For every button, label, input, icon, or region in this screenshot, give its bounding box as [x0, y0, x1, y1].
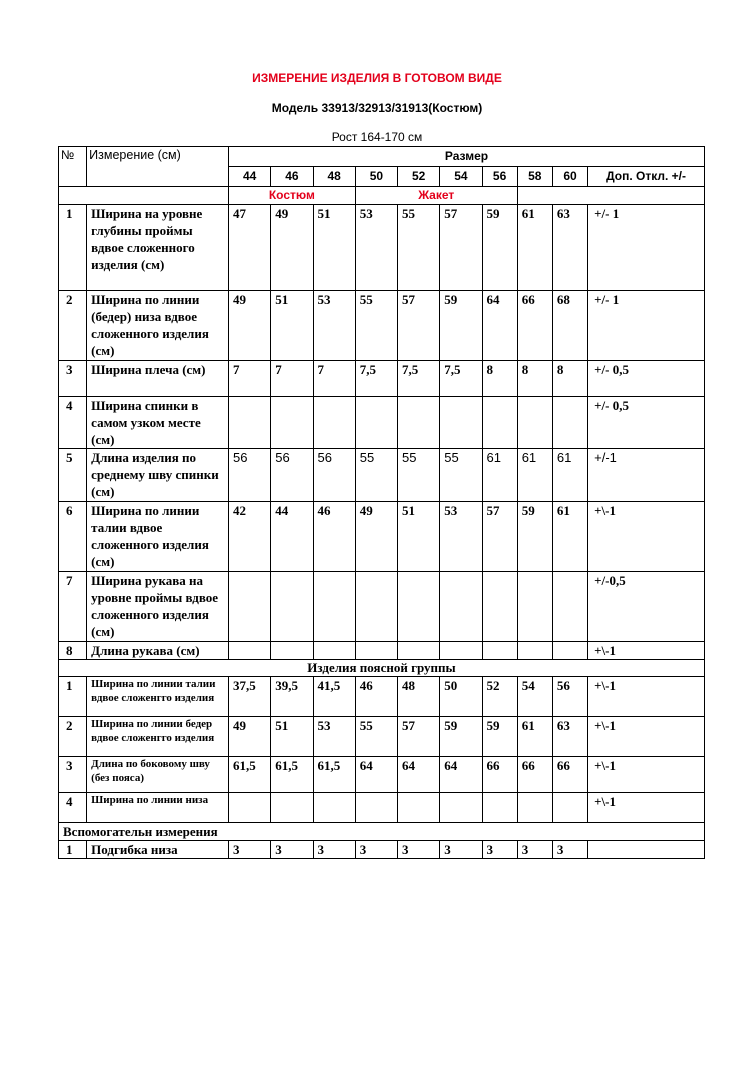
row-number: 2 — [59, 717, 87, 757]
value-cell: 50 — [440, 677, 482, 717]
tolerance-cell: +\-1 — [588, 757, 705, 793]
value-cell — [229, 397, 271, 449]
size-header-cell: 56 — [482, 167, 517, 187]
value-cell: 59 — [517, 502, 552, 572]
tolerance-cell: +/- 1 — [588, 291, 705, 361]
value-cell — [229, 642, 271, 660]
value-cell: 59 — [440, 717, 482, 757]
group-label-zhaket: Жакет — [355, 187, 517, 205]
value-cell: 56 — [552, 677, 587, 717]
measurement-name: Длина по боковому шву (без пояса) — [87, 757, 229, 793]
value-cell: 61 — [517, 205, 552, 291]
value-cell: 7 — [271, 361, 313, 397]
row-number: 3 — [59, 361, 87, 397]
value-cell: 52 — [482, 677, 517, 717]
value-cell: 56 — [313, 449, 355, 502]
value-cell — [313, 397, 355, 449]
value-cell: 66 — [517, 757, 552, 793]
value-cell: 3 — [552, 841, 587, 859]
document-title: ИЗМЕРЕНИЕ ИЗДЕЛИЯ В ГОТОВОМ ВИДЕ — [252, 71, 502, 85]
tolerance-cell: +\-1 — [588, 793, 705, 823]
size-header-cell: 50 — [355, 167, 397, 187]
value-cell: 51 — [271, 291, 313, 361]
row-number: 4 — [59, 793, 87, 823]
measurement-name: Ширина по линии талии вдвое сложенного изделия (см) — [87, 502, 229, 572]
value-cell: 56 — [229, 449, 271, 502]
value-cell: 53 — [313, 717, 355, 757]
value-cell — [440, 397, 482, 449]
value-cell — [552, 397, 587, 449]
value-cell: 3 — [398, 841, 440, 859]
value-cell: 51 — [271, 717, 313, 757]
value-cell — [517, 397, 552, 449]
measurement-name: Ширина плеча (см) — [87, 361, 229, 397]
height-label: Рост 164-170 см — [331, 130, 423, 144]
value-cell: 55 — [355, 291, 397, 361]
value-cell: 57 — [482, 502, 517, 572]
value-cell: 54 — [517, 677, 552, 717]
value-cell: 55 — [398, 205, 440, 291]
tolerance-cell: +\-1 — [588, 642, 705, 660]
value-cell: 68 — [552, 291, 587, 361]
value-cell: 7,5 — [355, 361, 397, 397]
value-cell — [517, 642, 552, 660]
value-cell: 61 — [482, 449, 517, 502]
value-cell: 49 — [229, 291, 271, 361]
table-row — [59, 572, 705, 642]
size-header-cell: 60 — [552, 167, 587, 187]
table-row — [59, 361, 705, 397]
value-cell: 49 — [355, 502, 397, 572]
size-header-cell: 58 — [517, 167, 552, 187]
value-cell: 64 — [440, 757, 482, 793]
value-cell: 59 — [482, 205, 517, 291]
row-number: 2 — [59, 291, 87, 361]
tolerance-cell — [588, 841, 705, 859]
value-cell: 3 — [517, 841, 552, 859]
tolerance-header: Доп. Откл. +/- — [588, 167, 705, 187]
row-number: 1 — [59, 677, 87, 717]
value-cell: 55 — [355, 449, 397, 502]
value-cell: 47 — [229, 205, 271, 291]
value-cell — [440, 572, 482, 642]
tolerance-cell: +/-1 — [588, 449, 705, 502]
table-row — [59, 841, 705, 859]
section-waist-group: Изделия поясной группы — [59, 660, 705, 677]
value-cell: 61,5 — [271, 757, 313, 793]
size-header-cell: 52 — [398, 167, 440, 187]
value-cell: 55 — [355, 717, 397, 757]
row-number: 1 — [59, 205, 87, 291]
value-cell: 61 — [552, 449, 587, 502]
value-cell: 51 — [313, 205, 355, 291]
value-cell — [355, 642, 397, 660]
value-cell: 8 — [552, 361, 587, 397]
value-cell — [313, 793, 355, 823]
value-cell — [482, 572, 517, 642]
value-cell — [271, 572, 313, 642]
table-row — [59, 502, 705, 572]
value-cell: 44 — [271, 502, 313, 572]
value-cell: 3 — [355, 841, 397, 859]
value-cell — [482, 642, 517, 660]
value-cell: 42 — [229, 502, 271, 572]
value-cell — [313, 572, 355, 642]
measurement-name: Длина рукава (см) — [87, 642, 229, 660]
value-cell — [440, 793, 482, 823]
value-cell: 8 — [517, 361, 552, 397]
value-cell: 3 — [482, 841, 517, 859]
row-number: 4 — [59, 397, 87, 449]
value-cell: 59 — [440, 291, 482, 361]
measurement-name: Длина изделия по среднему шву спинки (см) — [87, 449, 229, 502]
value-cell: 3 — [229, 841, 271, 859]
value-cell: 46 — [313, 502, 355, 572]
value-cell — [355, 793, 397, 823]
measurement-name: Ширина по линии низа — [87, 793, 229, 823]
value-cell — [517, 793, 552, 823]
row-number: 3 — [59, 757, 87, 793]
value-cell: 59 — [482, 717, 517, 757]
value-cell: 3 — [313, 841, 355, 859]
value-cell: 57 — [398, 717, 440, 757]
tolerance-cell: +/-0,5 — [588, 572, 705, 642]
section-auxiliary: Вспомогательн измерения — [59, 823, 705, 841]
num-header: № — [59, 147, 87, 187]
value-cell — [552, 572, 587, 642]
value-cell: 37,5 — [229, 677, 271, 717]
value-cell: 3 — [440, 841, 482, 859]
tolerance-cell: +/- 0,5 — [588, 397, 705, 449]
size-header-cell: 48 — [313, 167, 355, 187]
row-number: 8 — [59, 642, 87, 660]
row-number: 6 — [59, 502, 87, 572]
value-cell: 57 — [440, 205, 482, 291]
value-cell — [229, 793, 271, 823]
table-row — [59, 757, 705, 793]
value-cell — [552, 642, 587, 660]
table-row — [59, 642, 705, 660]
value-cell: 7,5 — [440, 361, 482, 397]
measurements-table — [58, 146, 705, 859]
value-cell — [517, 572, 552, 642]
value-cell: 53 — [313, 291, 355, 361]
table-row — [59, 677, 705, 717]
value-cell: 53 — [355, 205, 397, 291]
section-row — [59, 660, 705, 677]
value-cell — [552, 793, 587, 823]
value-cell — [482, 397, 517, 449]
value-cell: 61 — [517, 717, 552, 757]
value-cell: 61,5 — [313, 757, 355, 793]
tolerance-cell: +\-1 — [588, 677, 705, 717]
measurement-name: Ширина по линии (бедер) низа вдвое сложенного изделия (см) — [87, 291, 229, 361]
measurement-name: Подгибка низа — [87, 841, 229, 859]
table-row — [59, 717, 705, 757]
value-cell: 61 — [552, 502, 587, 572]
table-row — [59, 205, 705, 291]
value-cell: 57 — [398, 291, 440, 361]
value-cell — [440, 642, 482, 660]
table-row — [59, 793, 705, 823]
tolerance-cell: +/- 0,5 — [588, 361, 705, 397]
value-cell: 8 — [482, 361, 517, 397]
measure-header: Измерение (см) — [87, 147, 229, 187]
value-cell: 64 — [398, 757, 440, 793]
value-cell: 49 — [271, 205, 313, 291]
value-cell: 56 — [271, 449, 313, 502]
group-label-kostyum: Костюм — [229, 187, 356, 205]
value-cell — [398, 397, 440, 449]
tolerance-cell: +/- 1 — [588, 205, 705, 291]
value-cell: 39,5 — [271, 677, 313, 717]
value-cell: 64 — [482, 291, 517, 361]
value-cell: 61 — [517, 449, 552, 502]
tolerance-cell: +\-1 — [588, 717, 705, 757]
value-cell — [355, 572, 397, 642]
value-cell: 48 — [398, 677, 440, 717]
value-cell — [229, 572, 271, 642]
value-cell: 41,5 — [313, 677, 355, 717]
value-cell — [271, 793, 313, 823]
size-header-cell: 46 — [271, 167, 313, 187]
value-cell: 3 — [271, 841, 313, 859]
value-cell: 66 — [517, 291, 552, 361]
measurement-name: Ширина по линии бедер вдвое сложенгго изделия — [87, 717, 229, 757]
value-cell: 61,5 — [229, 757, 271, 793]
header-row — [59, 147, 705, 167]
value-cell: 49 — [229, 717, 271, 757]
value-cell — [398, 572, 440, 642]
value-cell: 7 — [313, 361, 355, 397]
group-label-row — [59, 187, 705, 205]
size-header-cell: 54 — [440, 167, 482, 187]
value-cell: 55 — [398, 449, 440, 502]
value-cell: 46 — [355, 677, 397, 717]
value-cell: 51 — [398, 502, 440, 572]
tolerance-cell: +\-1 — [588, 502, 705, 572]
value-cell — [271, 397, 313, 449]
table-row — [59, 449, 705, 502]
value-cell — [398, 793, 440, 823]
measurement-name: Ширина рукава на уровне проймы вдвое сложенного изделия (см) — [87, 572, 229, 642]
size-header-cell: 44 — [229, 167, 271, 187]
table-row — [59, 397, 705, 449]
measurement-name: Ширина спинки в самом узком месте (см) — [87, 397, 229, 449]
measurement-name: Ширина по линии талии вдвое сложенгго изделия — [87, 677, 229, 717]
value-cell: 63 — [552, 205, 587, 291]
size-header: Размер — [229, 147, 705, 167]
value-cell: 66 — [552, 757, 587, 793]
value-cell — [271, 642, 313, 660]
value-cell — [482, 793, 517, 823]
value-cell — [355, 397, 397, 449]
value-cell: 7 — [229, 361, 271, 397]
row-number: 1 — [59, 841, 87, 859]
value-cell: 7,5 — [398, 361, 440, 397]
section-row — [59, 823, 705, 841]
table-row — [59, 291, 705, 361]
value-cell — [313, 642, 355, 660]
value-cell: 55 — [440, 449, 482, 502]
value-cell — [398, 642, 440, 660]
row-number: 7 — [59, 572, 87, 642]
value-cell: 66 — [482, 757, 517, 793]
measurement-name: Ширина на уровне глубины проймы вдвое сложенного изделия (см) — [87, 205, 229, 291]
model-label: Модель 33913/32913/31913(Костюм) — [271, 101, 483, 115]
value-cell: 53 — [440, 502, 482, 572]
row-number: 5 — [59, 449, 87, 502]
value-cell: 63 — [552, 717, 587, 757]
value-cell: 64 — [355, 757, 397, 793]
